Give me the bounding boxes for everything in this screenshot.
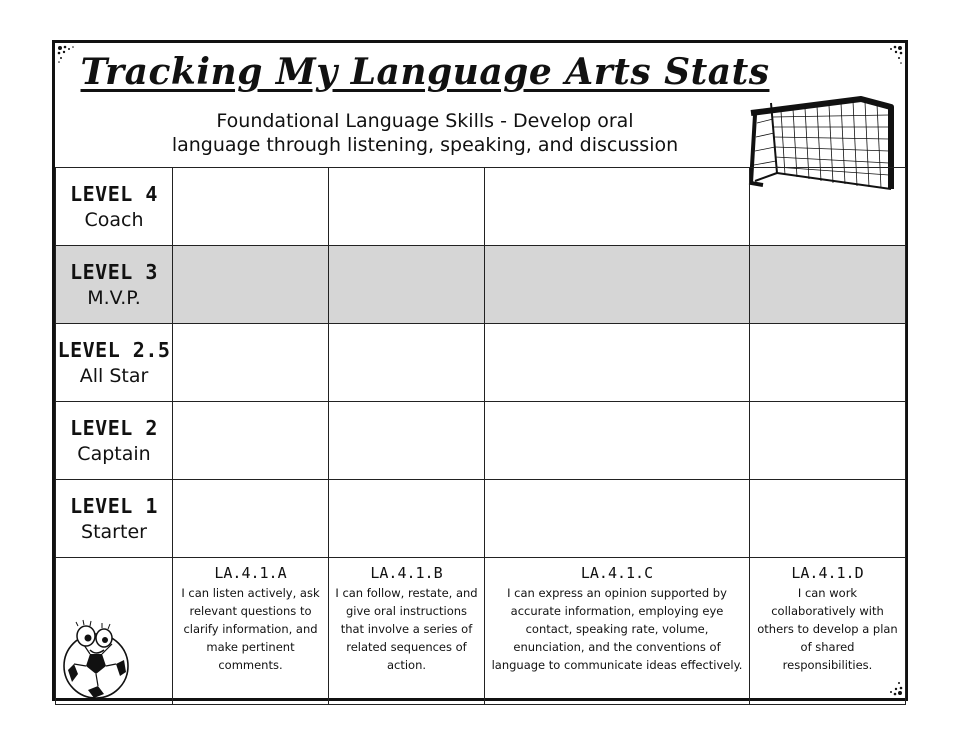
level-number: LEVEL 2 <box>70 416 158 440</box>
tracking-grid <box>55 167 906 705</box>
level-name: Coach <box>84 209 144 231</box>
tracking-cell[interactable] <box>485 402 750 480</box>
tracking-cell[interactable] <box>329 246 485 324</box>
standard-description: I can listen actively, ask relevant questions to clarify information, and make pertinent comments. <box>181 586 320 672</box>
level-number: LEVEL 3 <box>70 260 158 284</box>
level-number: LEVEL 2.5 <box>57 338 171 362</box>
level-row <box>56 402 906 480</box>
mascot-cell <box>56 558 173 705</box>
tracking-cell[interactable] <box>485 324 750 402</box>
level-label-cell <box>56 480 173 558</box>
level-name: Captain <box>77 443 151 465</box>
level-name: M.V.P. <box>87 287 141 309</box>
level-name: All Star <box>79 365 149 387</box>
tracking-cell[interactable] <box>173 168 329 246</box>
soccer-ball-icon <box>60 614 134 700</box>
standard-cell <box>485 558 750 705</box>
level-number: LEVEL 1 <box>70 494 158 518</box>
standard-cell <box>750 558 906 705</box>
level-number: LEVEL 4 <box>70 182 158 206</box>
level-row <box>56 324 906 402</box>
tracking-cell[interactable] <box>750 168 906 246</box>
standard-code: LA.4.1.C <box>580 564 654 582</box>
level-label-cell <box>56 402 173 480</box>
standard-code: LA.4.1.A <box>214 564 287 582</box>
tracking-cell[interactable] <box>750 324 906 402</box>
tracking-cell[interactable] <box>750 480 906 558</box>
standard-description: I can work collaboratively with others to develop a plan of shared responsibilities. <box>757 586 898 672</box>
standard-code: LA.4.1.B <box>370 564 443 582</box>
standard-cell <box>173 558 329 705</box>
standard-cell <box>329 558 485 705</box>
level-label-cell <box>56 324 173 402</box>
tracking-cell[interactable] <box>485 246 750 324</box>
page-subtitle <box>115 109 735 157</box>
level-name: Starter <box>81 521 147 543</box>
standard-code: LA.4.1.D <box>791 564 864 582</box>
tracking-cell[interactable] <box>750 246 906 324</box>
corner-dots-decoration <box>877 45 903 71</box>
tracking-cell[interactable] <box>173 402 329 480</box>
standard-description: I can follow, restate, and give oral instructions that involve a series of related sequences of action. <box>335 586 478 672</box>
tracking-cell[interactable] <box>485 168 750 246</box>
subtitle-line: language through listening, speaking, and discussion <box>171 134 679 156</box>
level-label-cell <box>56 168 173 246</box>
tracking-cell[interactable] <box>329 480 485 558</box>
level-row <box>56 168 906 246</box>
worksheet <box>52 40 908 701</box>
subtitle-line: Foundational Language Skills - Develop oral <box>216 110 634 132</box>
tracking-cell[interactable] <box>485 480 750 558</box>
page-title: Tracking My Language Arts Stats <box>80 51 770 93</box>
tracking-cell[interactable] <box>173 480 329 558</box>
level-row <box>56 480 906 558</box>
tracking-cell[interactable] <box>329 168 485 246</box>
tracking-cell[interactable] <box>329 324 485 402</box>
level-label-cell <box>56 246 173 324</box>
level-row <box>56 246 906 324</box>
tracking-cell[interactable] <box>173 246 329 324</box>
tracking-cell[interactable] <box>750 402 906 480</box>
tracking-cell[interactable] <box>329 402 485 480</box>
standard-description: I can express an opinion supported by accurate information, employing eye contact, speaking rate, volume, enunciation, and the conventions of language to communicate ideas effectively. <box>491 586 743 672</box>
standards-row <box>56 558 906 705</box>
tracking-cell[interactable] <box>173 324 329 402</box>
